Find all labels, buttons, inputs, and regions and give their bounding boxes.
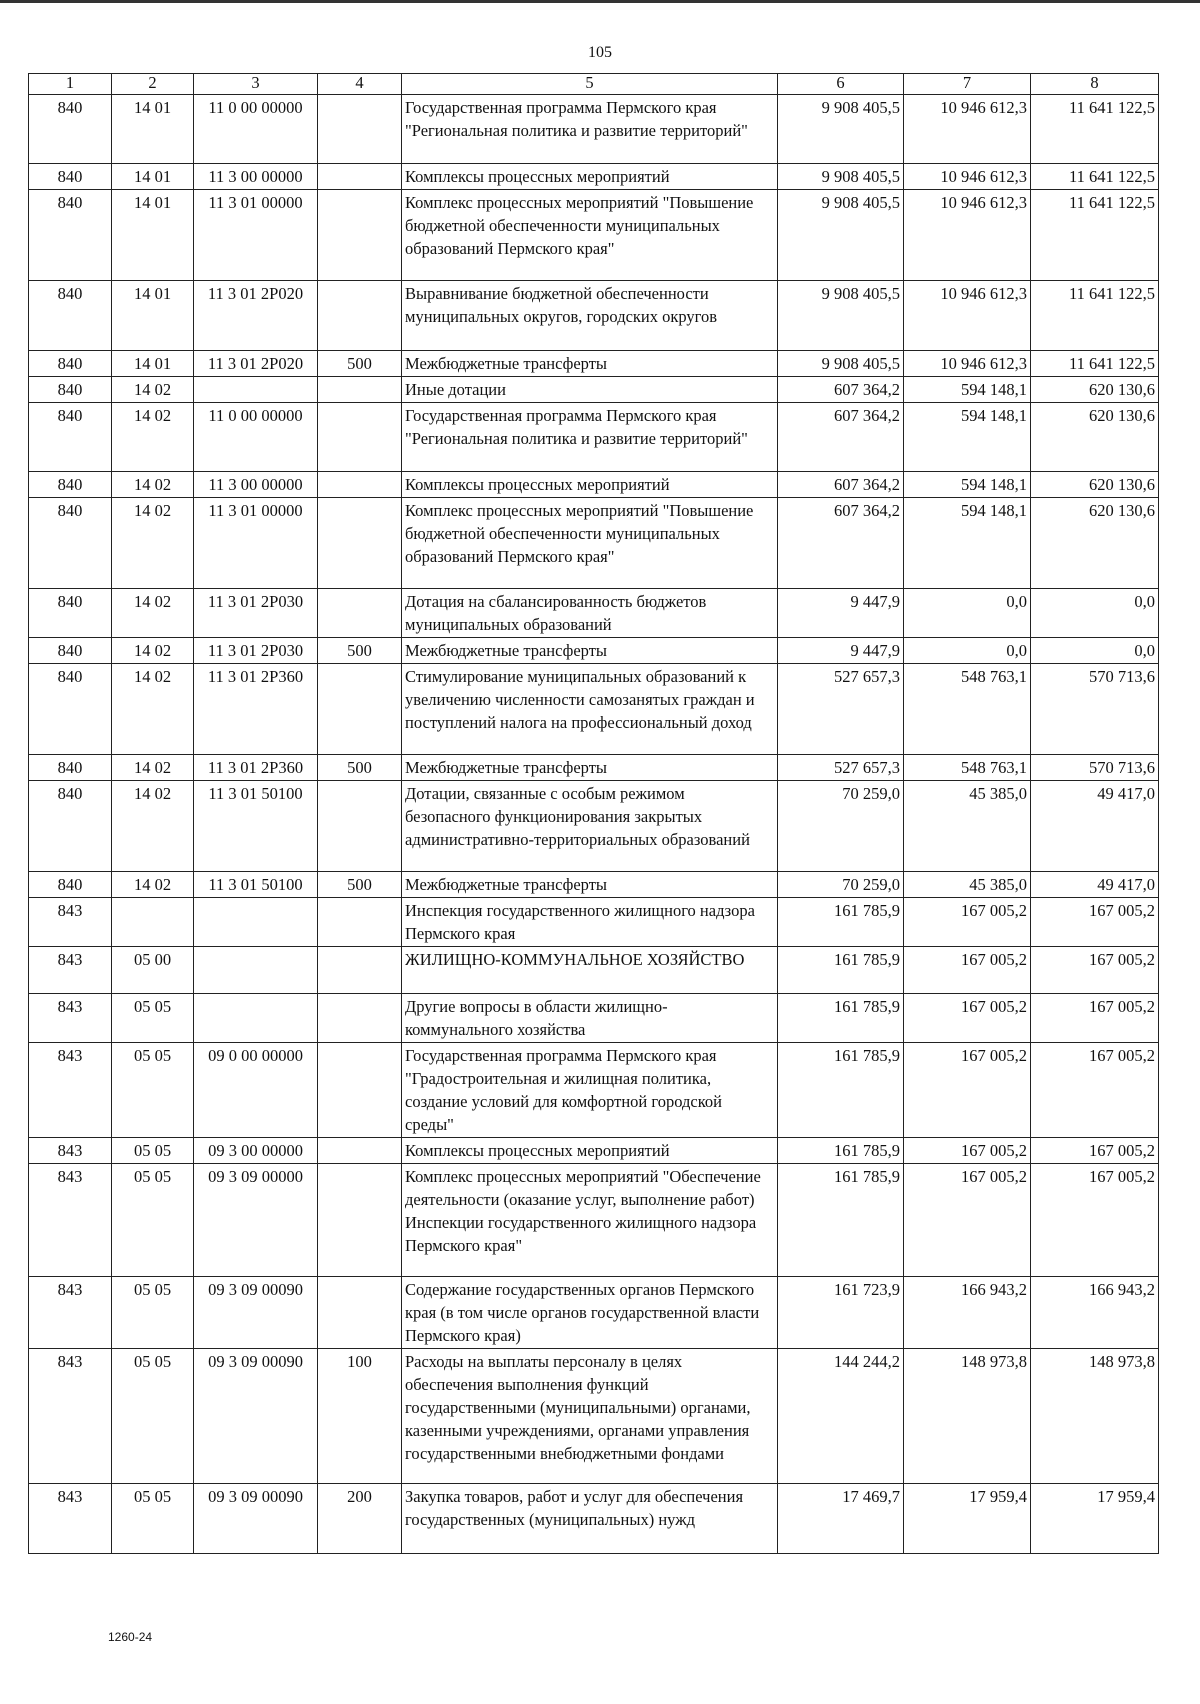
column-header: 4 (318, 74, 402, 95)
row-value-col7: 594 148,1 (904, 377, 1031, 403)
row-expense-type: 100 (318, 1349, 402, 1484)
row-value-col8: 17 959,4 (1031, 1484, 1159, 1554)
row-value-col6: 9 908 405,5 (778, 95, 904, 164)
row-value-col6: 161 785,9 (778, 898, 904, 947)
row-target-code: 09 0 00 00000 (194, 1043, 318, 1138)
row-admin-code: 840 (29, 164, 112, 190)
table-row (29, 190, 1159, 281)
row-expense-type (318, 664, 402, 755)
row-name: Иные дотации (402, 377, 778, 403)
row-value-col8: 167 005,2 (1031, 947, 1159, 994)
row-admin-code: 843 (29, 1164, 112, 1277)
row-name: Комплекс процессных мероприятий "Повышение бюджетной обеспеченности муниципальных образований Пермского края" (402, 190, 778, 281)
row-name: Стимулирование муниципальных образований к увеличению численности самозанятых граждан и поступлений налога на профессиональный доход (402, 664, 778, 755)
row-value-col6: 9 447,9 (778, 589, 904, 638)
table-row (29, 351, 1159, 377)
row-value-col7: 167 005,2 (904, 947, 1031, 994)
row-admin-code: 840 (29, 190, 112, 281)
row-expense-type: 500 (318, 351, 402, 377)
table-row (29, 664, 1159, 755)
row-target-code: 09 3 09 00090 (194, 1277, 318, 1349)
row-value-col7: 17 959,4 (904, 1484, 1031, 1554)
row-admin-code: 840 (29, 403, 112, 472)
row-value-col6: 9 447,9 (778, 638, 904, 664)
table-row (29, 164, 1159, 190)
table-row (29, 95, 1159, 164)
row-target-code (194, 898, 318, 947)
row-value-col8: 167 005,2 (1031, 1043, 1159, 1138)
column-header: 6 (778, 74, 904, 95)
document-code: 1260-24 (108, 1630, 153, 1644)
row-target-code (194, 947, 318, 994)
row-name: Дотации, связанные с особым режимом безопасного функционирования закрытых административно-территориальных образований (402, 781, 778, 872)
row-value-col6: 527 657,3 (778, 755, 904, 781)
row-value-col8: 620 130,6 (1031, 403, 1159, 472)
table-row (29, 281, 1159, 351)
row-admin-code: 840 (29, 472, 112, 498)
row-value-col7: 167 005,2 (904, 1164, 1031, 1277)
row-value-col8: 11 641 122,5 (1031, 190, 1159, 281)
row-name: Межбюджетные трансферты (402, 638, 778, 664)
row-value-col7: 594 148,1 (904, 498, 1031, 589)
row-target-code: 11 3 01 2Р360 (194, 755, 318, 781)
row-name: Межбюджетные трансферты (402, 872, 778, 898)
row-section-code: 14 01 (112, 351, 194, 377)
row-section-code: 14 02 (112, 472, 194, 498)
row-section-code: 14 02 (112, 498, 194, 589)
row-value-col6: 161 785,9 (778, 1164, 904, 1277)
table-row (29, 781, 1159, 872)
row-name: ЖИЛИЩНО-КОММУНАЛЬНОЕ ХОЗЯЙСТВО (402, 947, 778, 994)
table-row (29, 994, 1159, 1043)
table-row (29, 755, 1159, 781)
table-row (29, 1277, 1159, 1349)
row-admin-code: 840 (29, 351, 112, 377)
row-admin-code: 840 (29, 664, 112, 755)
row-name: Комплекс процессных мероприятий "Обеспечение деятельности (оказание услуг, выполнение работ) Инспекции государственного жилищного надзора Пермского края" (402, 1164, 778, 1277)
row-value-col8: 0,0 (1031, 589, 1159, 638)
row-target-code: 11 3 00 00000 (194, 164, 318, 190)
table-row (29, 498, 1159, 589)
row-section-code: 14 02 (112, 638, 194, 664)
row-expense-type (318, 589, 402, 638)
row-value-col7: 0,0 (904, 638, 1031, 664)
row-section-code: 14 02 (112, 403, 194, 472)
row-value-col8: 49 417,0 (1031, 872, 1159, 898)
row-section-code: 05 05 (112, 1277, 194, 1349)
row-expense-type: 500 (318, 872, 402, 898)
row-admin-code: 840 (29, 872, 112, 898)
table-row (29, 472, 1159, 498)
row-value-col6: 9 908 405,5 (778, 281, 904, 351)
column-header: 2 (112, 74, 194, 95)
row-section-code: 14 02 (112, 377, 194, 403)
row-admin-code: 843 (29, 994, 112, 1043)
row-value-col8: 11 641 122,5 (1031, 164, 1159, 190)
table-row (29, 589, 1159, 638)
row-value-col7: 10 946 612,3 (904, 351, 1031, 377)
row-target-code: 11 3 01 2Р030 (194, 638, 318, 664)
row-value-col7: 167 005,2 (904, 1043, 1031, 1138)
row-section-code: 14 01 (112, 190, 194, 281)
row-admin-code: 840 (29, 589, 112, 638)
column-header: 3 (194, 74, 318, 95)
row-expense-type (318, 498, 402, 589)
table-row (29, 1043, 1159, 1138)
row-value-col7: 548 763,1 (904, 664, 1031, 755)
row-expense-type: 500 (318, 638, 402, 664)
row-name: Комплексы процессных мероприятий (402, 164, 778, 190)
row-admin-code: 840 (29, 95, 112, 164)
row-target-code: 11 3 01 50100 (194, 872, 318, 898)
row-name: Расходы на выплаты персоналу в целях обеспечения выполнения функций государственными (муниципальными) органами, казенными учреждениями, органами управления государственными внебюджетными фондами (402, 1349, 778, 1484)
column-number-header-row (29, 74, 1159, 95)
row-expense-type (318, 1277, 402, 1349)
row-target-code: 09 3 09 00090 (194, 1484, 318, 1554)
row-expense-type (318, 281, 402, 351)
row-section-code: 05 05 (112, 994, 194, 1043)
row-value-col8: 620 130,6 (1031, 472, 1159, 498)
row-value-col8: 570 713,6 (1031, 755, 1159, 781)
row-name: Межбюджетные трансферты (402, 755, 778, 781)
row-expense-type: 500 (318, 755, 402, 781)
row-section-code: 05 05 (112, 1484, 194, 1554)
row-section-code: 05 05 (112, 1349, 194, 1484)
row-name: Выравнивание бюджетной обеспеченности муниципальных округов, городских округов (402, 281, 778, 351)
row-value-col8: 0,0 (1031, 638, 1159, 664)
budget-table (28, 73, 1159, 1554)
row-name: Дотация на сбалансированность бюджетов муниципальных образований (402, 589, 778, 638)
row-value-col8: 570 713,6 (1031, 664, 1159, 755)
row-expense-type (318, 1164, 402, 1277)
table-row (29, 898, 1159, 947)
row-admin-code: 843 (29, 1043, 112, 1138)
table-row (29, 377, 1159, 403)
page-number: 105 (588, 44, 612, 61)
row-name: Инспекция государственного жилищного надзора Пермского края (402, 898, 778, 947)
row-target-code: 09 3 09 00000 (194, 1164, 318, 1277)
row-value-col6: 607 364,2 (778, 498, 904, 589)
row-admin-code: 843 (29, 947, 112, 994)
row-expense-type (318, 947, 402, 994)
table-row (29, 1349, 1159, 1484)
row-value-col8: 620 130,6 (1031, 498, 1159, 589)
row-value-col6: 17 469,7 (778, 1484, 904, 1554)
row-expense-type (318, 1138, 402, 1164)
row-section-code: 14 02 (112, 872, 194, 898)
row-admin-code: 843 (29, 1277, 112, 1349)
row-expense-type (318, 403, 402, 472)
row-value-col7: 167 005,2 (904, 1138, 1031, 1164)
row-value-col6: 144 244,2 (778, 1349, 904, 1484)
row-expense-type (318, 190, 402, 281)
row-value-col6: 607 364,2 (778, 472, 904, 498)
row-value-col7: 166 943,2 (904, 1277, 1031, 1349)
row-value-col7: 10 946 612,3 (904, 95, 1031, 164)
row-section-code: 05 05 (112, 1043, 194, 1138)
row-value-col8: 167 005,2 (1031, 1138, 1159, 1164)
row-target-code: 11 0 00 00000 (194, 403, 318, 472)
row-value-col6: 161 785,9 (778, 1138, 904, 1164)
row-section-code: 14 02 (112, 589, 194, 638)
row-expense-type (318, 472, 402, 498)
row-value-col8: 11 641 122,5 (1031, 281, 1159, 351)
row-admin-code: 840 (29, 781, 112, 872)
row-admin-code: 840 (29, 498, 112, 589)
row-admin-code: 843 (29, 1138, 112, 1164)
row-expense-type: 200 (318, 1484, 402, 1554)
row-section-code: 14 01 (112, 95, 194, 164)
row-name: Государственная программа Пермского края "Градостроительная и жилищная политика, создание условий для комфортной городской среды" (402, 1043, 778, 1138)
row-name: Межбюджетные трансферты (402, 351, 778, 377)
table-row (29, 872, 1159, 898)
column-header: 8 (1031, 74, 1159, 95)
row-target-code (194, 377, 318, 403)
row-value-col7: 167 005,2 (904, 994, 1031, 1043)
row-target-code (194, 994, 318, 1043)
row-section-code: 14 01 (112, 164, 194, 190)
row-section-code: 05 00 (112, 947, 194, 994)
table-body (29, 95, 1159, 1554)
row-admin-code: 840 (29, 377, 112, 403)
row-value-col6: 607 364,2 (778, 377, 904, 403)
row-admin-code: 840 (29, 281, 112, 351)
row-value-col7: 10 946 612,3 (904, 164, 1031, 190)
row-value-col6: 161 785,9 (778, 947, 904, 994)
row-value-col7: 594 148,1 (904, 403, 1031, 472)
row-value-col7: 594 148,1 (904, 472, 1031, 498)
table-row (29, 638, 1159, 664)
row-value-col8: 148 973,8 (1031, 1349, 1159, 1484)
column-header: 1 (29, 74, 112, 95)
row-value-col8: 49 417,0 (1031, 781, 1159, 872)
row-admin-code: 843 (29, 1484, 112, 1554)
row-value-col8: 167 005,2 (1031, 994, 1159, 1043)
row-section-code (112, 898, 194, 947)
row-section-code: 05 05 (112, 1138, 194, 1164)
row-value-col7: 148 973,8 (904, 1349, 1031, 1484)
row-value-col6: 70 259,0 (778, 781, 904, 872)
row-value-col8: 167 005,2 (1031, 1164, 1159, 1277)
row-value-col7: 10 946 612,3 (904, 190, 1031, 281)
row-name: Закупка товаров, работ и услуг для обеспечения государственных (муниципальных) нужд (402, 1484, 778, 1554)
row-value-col7: 548 763,1 (904, 755, 1031, 781)
table-row (29, 1164, 1159, 1277)
row-target-code: 11 3 01 00000 (194, 498, 318, 589)
row-name: Другие вопросы в области жилищно-коммунального хозяйства (402, 994, 778, 1043)
row-admin-code: 843 (29, 1349, 112, 1484)
row-section-code: 14 02 (112, 664, 194, 755)
row-name: Государственная программа Пермского края "Региональная политика и развитие территорий" (402, 403, 778, 472)
row-name: Комплексы процессных мероприятий (402, 1138, 778, 1164)
row-value-col8: 166 943,2 (1031, 1277, 1159, 1349)
row-value-col6: 70 259,0 (778, 872, 904, 898)
row-expense-type (318, 377, 402, 403)
row-target-code: 11 3 00 00000 (194, 472, 318, 498)
row-value-col8: 11 641 122,5 (1031, 351, 1159, 377)
row-section-code: 14 02 (112, 781, 194, 872)
row-value-col7: 45 385,0 (904, 781, 1031, 872)
scan-top-edge (0, 0, 1200, 3)
row-expense-type (318, 781, 402, 872)
row-name: Комплекс процессных мероприятий "Повышение бюджетной обеспеченности муниципальных образований Пермского края" (402, 498, 778, 589)
row-value-col6: 161 785,9 (778, 1043, 904, 1138)
table-row (29, 1484, 1159, 1554)
row-value-col6: 161 785,9 (778, 994, 904, 1043)
row-value-col7: 167 005,2 (904, 898, 1031, 947)
row-admin-code: 840 (29, 638, 112, 664)
table-row (29, 1138, 1159, 1164)
table-row (29, 403, 1159, 472)
row-section-code: 05 05 (112, 1164, 194, 1277)
row-name: Содержание государственных органов Пермского края (в том числе органов государственной власти Пермского края) (402, 1277, 778, 1349)
row-expense-type (318, 994, 402, 1043)
row-value-col6: 9 908 405,5 (778, 164, 904, 190)
row-expense-type (318, 164, 402, 190)
row-section-code: 14 02 (112, 755, 194, 781)
row-value-col6: 161 723,9 (778, 1277, 904, 1349)
row-expense-type (318, 898, 402, 947)
row-target-code: 11 3 01 2Р020 (194, 281, 318, 351)
row-expense-type (318, 95, 402, 164)
row-value-col6: 607 364,2 (778, 403, 904, 472)
row-value-col7: 10 946 612,3 (904, 281, 1031, 351)
row-target-code: 11 0 00 00000 (194, 95, 318, 164)
row-value-col8: 620 130,6 (1031, 377, 1159, 403)
column-header: 5 (402, 74, 778, 95)
column-header: 7 (904, 74, 1031, 95)
row-value-col8: 167 005,2 (1031, 898, 1159, 947)
row-value-col6: 527 657,3 (778, 664, 904, 755)
row-admin-code: 840 (29, 755, 112, 781)
table-row (29, 947, 1159, 994)
row-target-code: 09 3 09 00090 (194, 1349, 318, 1484)
row-target-code: 11 3 01 50100 (194, 781, 318, 872)
row-expense-type (318, 1043, 402, 1138)
row-value-col7: 0,0 (904, 589, 1031, 638)
row-value-col8: 11 641 122,5 (1031, 95, 1159, 164)
row-target-code: 11 3 01 2Р020 (194, 351, 318, 377)
row-target-code: 11 3 01 00000 (194, 190, 318, 281)
row-admin-code: 843 (29, 898, 112, 947)
row-target-code: 11 3 01 2Р360 (194, 664, 318, 755)
row-value-col6: 9 908 405,5 (778, 351, 904, 377)
row-target-code: 11 3 01 2Р030 (194, 589, 318, 638)
row-name: Комплексы процессных мероприятий (402, 472, 778, 498)
row-target-code: 09 3 00 00000 (194, 1138, 318, 1164)
row-name: Государственная программа Пермского края "Региональная политика и развитие территорий" (402, 95, 778, 164)
row-value-col7: 45 385,0 (904, 872, 1031, 898)
row-value-col6: 9 908 405,5 (778, 190, 904, 281)
row-section-code: 14 01 (112, 281, 194, 351)
